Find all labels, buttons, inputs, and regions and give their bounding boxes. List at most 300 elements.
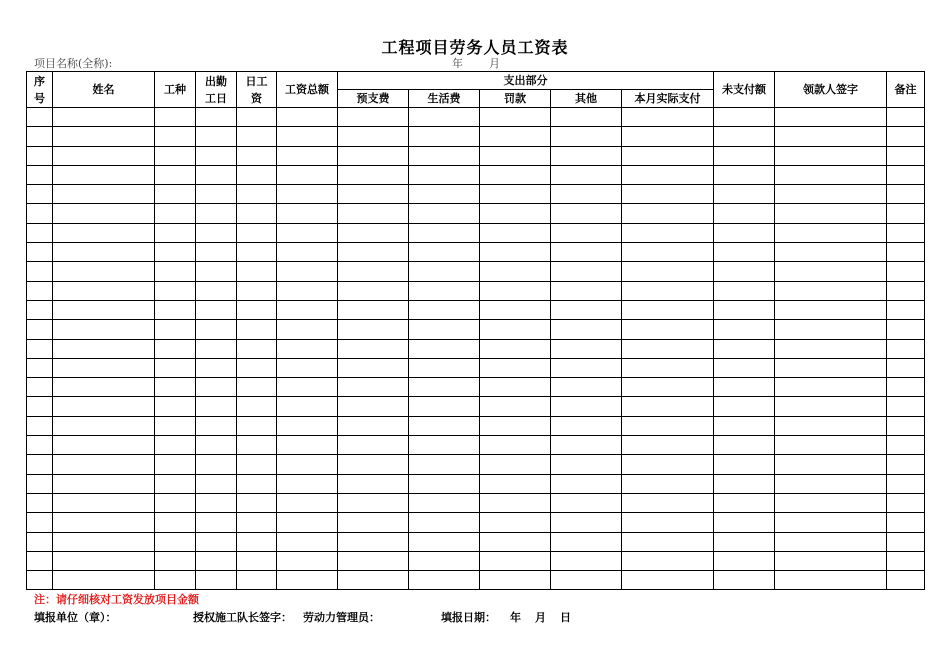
table-cell[interactable]: [53, 455, 155, 474]
table-cell[interactable]: [551, 397, 622, 416]
table-cell[interactable]: [196, 320, 237, 339]
table-cell[interactable]: [714, 474, 775, 493]
table-cell[interactable]: [887, 571, 925, 590]
table-cell[interactable]: [237, 185, 277, 204]
table-cell[interactable]: [27, 551, 53, 570]
table-cell[interactable]: [480, 532, 551, 551]
table-cell[interactable]: [714, 551, 775, 570]
table-cell[interactable]: [480, 339, 551, 358]
table-cell[interactable]: [622, 320, 714, 339]
table-cell[interactable]: [237, 416, 277, 435]
table-cell[interactable]: [775, 378, 887, 397]
table-cell[interactable]: [714, 493, 775, 512]
table-cell[interactable]: [338, 262, 409, 281]
table-cell[interactable]: [53, 262, 155, 281]
table-cell[interactable]: [622, 436, 714, 455]
table-cell[interactable]: [237, 262, 277, 281]
table-cell[interactable]: [775, 571, 887, 590]
table-cell[interactable]: [27, 223, 53, 242]
table-cell[interactable]: [551, 571, 622, 590]
table-cell[interactable]: [27, 320, 53, 339]
table-cell[interactable]: [622, 243, 714, 262]
table-cell[interactable]: [237, 108, 277, 127]
table-cell[interactable]: [409, 127, 480, 146]
table-cell[interactable]: [277, 320, 338, 339]
table-cell[interactable]: [622, 262, 714, 281]
table-cell[interactable]: [53, 436, 155, 455]
table-cell[interactable]: [409, 551, 480, 570]
table-cell[interactable]: [480, 436, 551, 455]
table-cell[interactable]: [155, 532, 196, 551]
table-cell[interactable]: [277, 339, 338, 358]
table-cell[interactable]: [714, 358, 775, 377]
table-cell[interactable]: [622, 146, 714, 165]
table-cell[interactable]: [409, 416, 480, 435]
table-cell[interactable]: [551, 243, 622, 262]
table-cell[interactable]: [53, 416, 155, 435]
table-cell[interactable]: [155, 474, 196, 493]
table-cell[interactable]: [338, 204, 409, 223]
table-cell[interactable]: [338, 165, 409, 184]
table-cell[interactable]: [775, 243, 887, 262]
table-cell[interactable]: [277, 165, 338, 184]
table-cell[interactable]: [775, 300, 887, 319]
table-cell[interactable]: [480, 281, 551, 300]
table-cell[interactable]: [53, 243, 155, 262]
table-cell[interactable]: [409, 493, 480, 512]
table-cell[interactable]: [714, 397, 775, 416]
table-cell[interactable]: [714, 281, 775, 300]
table-cell[interactable]: [480, 146, 551, 165]
table-cell[interactable]: [622, 300, 714, 319]
table-cell[interactable]: [338, 416, 409, 435]
table-cell[interactable]: [887, 455, 925, 474]
table-cell[interactable]: [196, 358, 237, 377]
table-cell[interactable]: [237, 146, 277, 165]
table-cell[interactable]: [338, 358, 409, 377]
table-cell[interactable]: [53, 493, 155, 512]
table-cell[interactable]: [409, 320, 480, 339]
table-cell[interactable]: [551, 551, 622, 570]
table-cell[interactable]: [237, 532, 277, 551]
table-cell[interactable]: [622, 455, 714, 474]
table-cell[interactable]: [409, 397, 480, 416]
table-cell[interactable]: [237, 397, 277, 416]
table-cell[interactable]: [551, 281, 622, 300]
table-cell[interactable]: [409, 474, 480, 493]
table-cell[interactable]: [338, 397, 409, 416]
table-cell[interactable]: [338, 455, 409, 474]
table-cell[interactable]: [775, 165, 887, 184]
table-cell[interactable]: [196, 204, 237, 223]
table-cell[interactable]: [237, 281, 277, 300]
table-cell[interactable]: [277, 493, 338, 512]
table-cell[interactable]: [622, 416, 714, 435]
table-cell[interactable]: [53, 165, 155, 184]
table-cell[interactable]: [409, 146, 480, 165]
table-cell[interactable]: [338, 320, 409, 339]
table-cell[interactable]: [887, 513, 925, 532]
table-cell[interactable]: [27, 165, 53, 184]
table-cell[interactable]: [27, 378, 53, 397]
table-cell[interactable]: [887, 281, 925, 300]
table-cell[interactable]: [27, 513, 53, 532]
table-cell[interactable]: [237, 358, 277, 377]
table-cell[interactable]: [27, 243, 53, 262]
table-cell[interactable]: [53, 127, 155, 146]
table-cell[interactable]: [622, 223, 714, 242]
table-cell[interactable]: [155, 262, 196, 281]
table-cell[interactable]: [155, 281, 196, 300]
table-cell[interactable]: [775, 223, 887, 242]
table-cell[interactable]: [155, 378, 196, 397]
table-cell[interactable]: [551, 320, 622, 339]
table-cell[interactable]: [237, 127, 277, 146]
table-cell[interactable]: [887, 416, 925, 435]
table-cell[interactable]: [27, 455, 53, 474]
table-cell[interactable]: [775, 474, 887, 493]
table-cell[interactable]: [409, 243, 480, 262]
table-cell[interactable]: [775, 146, 887, 165]
table-cell[interactable]: [53, 300, 155, 319]
table-cell[interactable]: [887, 146, 925, 165]
table-cell[interactable]: [551, 108, 622, 127]
table-cell[interactable]: [409, 300, 480, 319]
table-cell[interactable]: [622, 571, 714, 590]
table-cell[interactable]: [775, 436, 887, 455]
table-cell[interactable]: [155, 185, 196, 204]
table-cell[interactable]: [775, 532, 887, 551]
table-cell[interactable]: [409, 165, 480, 184]
table-cell[interactable]: [155, 416, 196, 435]
table-cell[interactable]: [338, 300, 409, 319]
table-cell[interactable]: [551, 532, 622, 551]
table-cell[interactable]: [53, 204, 155, 223]
table-cell[interactable]: [53, 339, 155, 358]
table-cell[interactable]: [622, 204, 714, 223]
table-cell[interactable]: [53, 571, 155, 590]
table-cell[interactable]: [196, 455, 237, 474]
table-cell[interactable]: [155, 127, 196, 146]
table-cell[interactable]: [237, 320, 277, 339]
table-cell[interactable]: [775, 513, 887, 532]
table-cell[interactable]: [196, 397, 237, 416]
table-cell[interactable]: [155, 204, 196, 223]
table-cell[interactable]: [551, 204, 622, 223]
table-cell[interactable]: [551, 513, 622, 532]
table-cell[interactable]: [237, 300, 277, 319]
table-cell[interactable]: [196, 493, 237, 512]
table-cell[interactable]: [196, 300, 237, 319]
table-cell[interactable]: [714, 339, 775, 358]
table-cell[interactable]: [338, 146, 409, 165]
table-cell[interactable]: [714, 127, 775, 146]
table-cell[interactable]: [338, 571, 409, 590]
table-cell[interactable]: [277, 474, 338, 493]
table-cell[interactable]: [338, 339, 409, 358]
table-cell[interactable]: [196, 513, 237, 532]
table-cell[interactable]: [409, 108, 480, 127]
table-cell[interactable]: [409, 185, 480, 204]
table-cell[interactable]: [53, 358, 155, 377]
table-cell[interactable]: [622, 339, 714, 358]
table-cell[interactable]: [775, 127, 887, 146]
table-cell[interactable]: [277, 358, 338, 377]
table-cell[interactable]: [409, 455, 480, 474]
table-cell[interactable]: [887, 397, 925, 416]
table-cell[interactable]: [551, 185, 622, 204]
table-cell[interactable]: [277, 416, 338, 435]
table-cell[interactable]: [775, 397, 887, 416]
table-cell[interactable]: [338, 185, 409, 204]
table-cell[interactable]: [480, 165, 551, 184]
table-cell[interactable]: [196, 262, 237, 281]
table-cell[interactable]: [551, 474, 622, 493]
table-cell[interactable]: [277, 455, 338, 474]
table-cell[interactable]: [775, 416, 887, 435]
table-cell[interactable]: [155, 339, 196, 358]
table-cell[interactable]: [338, 436, 409, 455]
table-cell[interactable]: [196, 416, 237, 435]
table-cell[interactable]: [155, 358, 196, 377]
table-cell[interactable]: [155, 146, 196, 165]
table-cell[interactable]: [277, 262, 338, 281]
table-cell[interactable]: [27, 474, 53, 493]
table-cell[interactable]: [887, 108, 925, 127]
table-cell[interactable]: [622, 532, 714, 551]
table-cell[interactable]: [196, 378, 237, 397]
table-cell[interactable]: [27, 436, 53, 455]
table-cell[interactable]: [53, 513, 155, 532]
table-cell[interactable]: [409, 358, 480, 377]
table-cell[interactable]: [155, 165, 196, 184]
table-cell[interactable]: [775, 204, 887, 223]
table-cell[interactable]: [714, 243, 775, 262]
table-cell[interactable]: [277, 300, 338, 319]
table-cell[interactable]: [622, 185, 714, 204]
table-cell[interactable]: [277, 243, 338, 262]
table-cell[interactable]: [622, 165, 714, 184]
table-cell[interactable]: [714, 262, 775, 281]
table-cell[interactable]: [27, 281, 53, 300]
table-cell[interactable]: [775, 455, 887, 474]
table-cell[interactable]: [196, 551, 237, 570]
table-cell[interactable]: [622, 493, 714, 512]
table-cell[interactable]: [480, 243, 551, 262]
table-cell[interactable]: [196, 223, 237, 242]
table-cell[interactable]: [338, 223, 409, 242]
table-cell[interactable]: [551, 165, 622, 184]
table-cell[interactable]: [551, 416, 622, 435]
table-cell[interactable]: [887, 223, 925, 242]
table-cell[interactable]: [237, 165, 277, 184]
table-cell[interactable]: [277, 436, 338, 455]
table-cell[interactable]: [27, 185, 53, 204]
table-cell[interactable]: [237, 571, 277, 590]
table-cell[interactable]: [480, 513, 551, 532]
table-cell[interactable]: [622, 378, 714, 397]
table-cell[interactable]: [338, 513, 409, 532]
table-cell[interactable]: [155, 300, 196, 319]
table-cell[interactable]: [27, 146, 53, 165]
table-cell[interactable]: [338, 532, 409, 551]
table-cell[interactable]: [775, 551, 887, 570]
table-cell[interactable]: [714, 416, 775, 435]
table-cell[interactable]: [155, 513, 196, 532]
table-cell[interactable]: [196, 281, 237, 300]
table-cell[interactable]: [237, 474, 277, 493]
table-cell[interactable]: [775, 339, 887, 358]
table-cell[interactable]: [27, 571, 53, 590]
table-cell[interactable]: [27, 532, 53, 551]
table-cell[interactable]: [480, 493, 551, 512]
table-cell[interactable]: [480, 300, 551, 319]
table-cell[interactable]: [480, 320, 551, 339]
table-cell[interactable]: [53, 551, 155, 570]
table-cell[interactable]: [277, 378, 338, 397]
table-cell[interactable]: [714, 146, 775, 165]
table-cell[interactable]: [277, 146, 338, 165]
table-cell[interactable]: [409, 532, 480, 551]
table-cell[interactable]: [622, 474, 714, 493]
table-cell[interactable]: [196, 532, 237, 551]
table-cell[interactable]: [551, 262, 622, 281]
table-cell[interactable]: [887, 378, 925, 397]
table-cell[interactable]: [53, 397, 155, 416]
table-cell[interactable]: [27, 262, 53, 281]
table-cell[interactable]: [155, 223, 196, 242]
table-cell[interactable]: [338, 281, 409, 300]
table-cell[interactable]: [237, 378, 277, 397]
table-cell[interactable]: [887, 358, 925, 377]
table-cell[interactable]: [714, 455, 775, 474]
table-cell[interactable]: [887, 300, 925, 319]
table-cell[interactable]: [155, 455, 196, 474]
table-cell[interactable]: [622, 513, 714, 532]
table-cell[interactable]: [338, 378, 409, 397]
table-cell[interactable]: [277, 397, 338, 416]
table-cell[interactable]: [887, 165, 925, 184]
table-cell[interactable]: [53, 223, 155, 242]
table-cell[interactable]: [714, 320, 775, 339]
table-cell[interactable]: [480, 571, 551, 590]
table-cell[interactable]: [409, 204, 480, 223]
table-cell[interactable]: [155, 397, 196, 416]
table-cell[interactable]: [409, 378, 480, 397]
table-cell[interactable]: [714, 571, 775, 590]
table-cell[interactable]: [480, 474, 551, 493]
table-cell[interactable]: [622, 551, 714, 570]
table-cell[interactable]: [551, 358, 622, 377]
table-cell[interactable]: [277, 532, 338, 551]
table-cell[interactable]: [409, 281, 480, 300]
table-cell[interactable]: [196, 108, 237, 127]
table-cell[interactable]: [480, 185, 551, 204]
table-cell[interactable]: [409, 339, 480, 358]
table-cell[interactable]: [27, 358, 53, 377]
table-cell[interactable]: [338, 474, 409, 493]
table-cell[interactable]: [237, 339, 277, 358]
table-cell[interactable]: [155, 320, 196, 339]
table-cell[interactable]: [27, 339, 53, 358]
table-cell[interactable]: [775, 108, 887, 127]
table-cell[interactable]: [277, 223, 338, 242]
table-cell[interactable]: [338, 127, 409, 146]
table-cell[interactable]: [196, 339, 237, 358]
table-cell[interactable]: [887, 262, 925, 281]
table-cell[interactable]: [714, 223, 775, 242]
table-cell[interactable]: [409, 436, 480, 455]
table-cell[interactable]: [277, 281, 338, 300]
table-cell[interactable]: [53, 281, 155, 300]
table-cell[interactable]: [277, 127, 338, 146]
table-cell[interactable]: [775, 320, 887, 339]
table-cell[interactable]: [714, 378, 775, 397]
table-cell[interactable]: [887, 127, 925, 146]
table-cell[interactable]: [480, 416, 551, 435]
table-cell[interactable]: [887, 532, 925, 551]
table-cell[interactable]: [237, 551, 277, 570]
table-cell[interactable]: [622, 397, 714, 416]
table-cell[interactable]: [887, 339, 925, 358]
table-cell[interactable]: [27, 127, 53, 146]
table-cell[interactable]: [27, 300, 53, 319]
table-cell[interactable]: [887, 493, 925, 512]
table-cell[interactable]: [775, 185, 887, 204]
table-cell[interactable]: [887, 436, 925, 455]
table-cell[interactable]: [714, 108, 775, 127]
table-cell[interactable]: [277, 513, 338, 532]
table-cell[interactable]: [480, 223, 551, 242]
table-cell[interactable]: [53, 474, 155, 493]
table-cell[interactable]: [155, 243, 196, 262]
table-cell[interactable]: [338, 108, 409, 127]
table-cell[interactable]: [155, 493, 196, 512]
table-cell[interactable]: [622, 108, 714, 127]
table-cell[interactable]: [480, 397, 551, 416]
table-cell[interactable]: [551, 127, 622, 146]
table-cell[interactable]: [887, 474, 925, 493]
table-cell[interactable]: [887, 204, 925, 223]
table-cell[interactable]: [27, 493, 53, 512]
table-cell[interactable]: [155, 571, 196, 590]
table-cell[interactable]: [409, 571, 480, 590]
table-cell[interactable]: [237, 436, 277, 455]
table-cell[interactable]: [155, 551, 196, 570]
table-cell[interactable]: [338, 551, 409, 570]
table-cell[interactable]: [27, 416, 53, 435]
table-cell[interactable]: [775, 493, 887, 512]
table-cell[interactable]: [53, 532, 155, 551]
table-cell[interactable]: [338, 493, 409, 512]
table-cell[interactable]: [196, 243, 237, 262]
table-cell[interactable]: [775, 281, 887, 300]
table-cell[interactable]: [775, 358, 887, 377]
table-cell[interactable]: [551, 223, 622, 242]
table-cell[interactable]: [277, 185, 338, 204]
table-cell[interactable]: [27, 397, 53, 416]
table-cell[interactable]: [480, 551, 551, 570]
table-cell[interactable]: [409, 223, 480, 242]
table-cell[interactable]: [551, 146, 622, 165]
table-cell[interactable]: [887, 185, 925, 204]
table-cell[interactable]: [196, 146, 237, 165]
table-cell[interactable]: [237, 223, 277, 242]
table-cell[interactable]: [196, 127, 237, 146]
table-cell[interactable]: [237, 455, 277, 474]
table-cell[interactable]: [714, 513, 775, 532]
table-cell[interactable]: [887, 243, 925, 262]
